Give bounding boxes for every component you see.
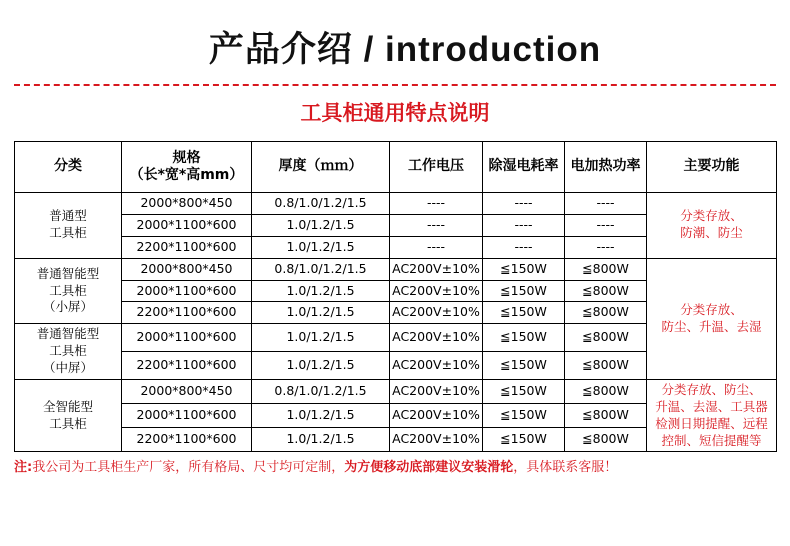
- category-cell-2: [15, 324, 122, 380]
- cell-spec: 2000*800*450: [122, 258, 252, 280]
- cell-heating: ----: [565, 236, 647, 258]
- cell-voltage: ----: [390, 236, 483, 258]
- col-header-spec-line2: （长*宽*高mm）: [129, 167, 244, 183]
- category-line: 工具柜: [49, 225, 87, 241]
- spec-table: [14, 141, 777, 452]
- cell-thickness: 1.0/1.2/1.5: [252, 428, 390, 452]
- col-header-dehumidify: [483, 142, 565, 193]
- function-line: 防潮、防尘: [680, 225, 743, 241]
- col-header-spec: [122, 142, 252, 193]
- cell-spec: 2000*1100*600: [122, 324, 252, 352]
- cell-dehumidify: ≦150W: [483, 302, 565, 324]
- cell-dehumidify: ≦150W: [483, 404, 565, 428]
- cell-spec: 2200*1100*600: [122, 236, 252, 258]
- cell-spec: 2200*1100*600: [122, 352, 252, 380]
- cell-voltage: AC200V±10%: [390, 258, 483, 280]
- function-line: 分类存放、: [680, 301, 743, 317]
- col-header-voltage: [390, 142, 483, 193]
- function-line: 控制、短信提醒等: [661, 432, 762, 448]
- cell-dehumidify: ≦150W: [483, 352, 565, 380]
- cell-spec: 2200*1100*600: [122, 428, 252, 452]
- col-header-dehumidify-line1: 除湿电耗率: [488, 158, 559, 175]
- cell-voltage: AC200V±10%: [390, 352, 483, 380]
- col-header-category: [15, 142, 122, 193]
- cell-heating: ≦800W: [565, 404, 647, 428]
- page-title-en: introduction: [385, 30, 602, 69]
- cell-dehumidify: ≦150W: [483, 379, 565, 403]
- cell-heating: ≦800W: [565, 428, 647, 452]
- cell-dehumidify: ≦150W: [483, 428, 565, 452]
- table-row: [15, 193, 777, 215]
- cell-thickness: 0.8/1.0/1.2/1.5: [252, 379, 390, 403]
- category-line: 工具柜: [49, 343, 87, 359]
- cell-heating: ≦800W: [565, 324, 647, 352]
- table-row: [15, 379, 777, 403]
- cell-voltage: AC200V±10%: [390, 324, 483, 352]
- col-header-thickness: [252, 142, 390, 193]
- page-header: [0, 0, 790, 127]
- title-divider: [14, 84, 776, 86]
- cell-dehumidify: ----: [483, 236, 565, 258]
- function-line: 分类存放、防尘、: [661, 381, 762, 397]
- cell-heating: ----: [565, 193, 647, 215]
- spec-table-head: [15, 142, 777, 193]
- cell-dehumidify: ≦150W: [483, 258, 565, 280]
- footer-note-text2: 为方便移动底部建议安装滑轮: [344, 460, 514, 476]
- category-line: （小屏）: [42, 299, 93, 315]
- cell-thickness: 1.0/1.2/1.5: [252, 236, 390, 258]
- cell-voltage: ----: [390, 193, 483, 215]
- function-line: 分类存放、: [680, 208, 743, 224]
- category-line: （中屏）: [42, 360, 93, 375]
- cell-spec: 2000*1100*600: [122, 404, 252, 428]
- spec-table-body: [15, 193, 777, 452]
- cell-heating: ----: [565, 214, 647, 236]
- category-line: 全智能型: [42, 398, 93, 414]
- cell-heating: ≦800W: [565, 280, 647, 302]
- category-line: 工具柜: [49, 282, 87, 298]
- col-header-function: [647, 142, 777, 193]
- col-header-category-line1: 分类: [54, 158, 82, 175]
- footer-note: [14, 459, 776, 477]
- function-line: 防尘、升温、去湿: [661, 318, 762, 334]
- cell-dehumidify: ≦150W: [483, 324, 565, 352]
- page-subtitle: 工具柜通用特点说明: [300, 101, 490, 125]
- function-line: 检测日期提醒、远程: [655, 415, 768, 431]
- category-cell-3: [15, 379, 122, 452]
- category-line: 普通智能型: [36, 265, 100, 281]
- table-row: [15, 258, 777, 280]
- category-cell-1: [15, 258, 122, 324]
- col-header-heating-line1: 电加热功率: [570, 158, 641, 175]
- cell-thickness: 1.0/1.2/1.5: [252, 324, 390, 352]
- cell-thickness: 1.0/1.2/1.5: [252, 302, 390, 324]
- cell-thickness: 1.0/1.2/1.5: [252, 280, 390, 302]
- cell-spec: 2000*800*450: [122, 193, 252, 215]
- col-header-spec-line1: 规格: [172, 149, 201, 166]
- cell-heating: ≦800W: [565, 258, 647, 280]
- cell-voltage: AC200V±10%: [390, 404, 483, 428]
- function-cell-1: [647, 258, 777, 379]
- page-title: [0, 22, 790, 72]
- footer-note-text3: ，具体联系客服！: [513, 460, 618, 476]
- footer-note-text1: 我公司为工具柜生产厂家，所有格局、尺寸均可定制，: [32, 460, 345, 476]
- cell-dehumidify: ----: [483, 214, 565, 236]
- function-cell-0: [647, 193, 777, 259]
- col-header-voltage-line1: 工作电压: [408, 158, 464, 175]
- page-title-separator: /: [352, 30, 386, 69]
- cell-dehumidify: ≦150W: [483, 280, 565, 302]
- cell-spec: 2000*1100*600: [122, 280, 252, 302]
- col-header-thickness-line1: 厚度（ｍｍ）: [278, 158, 363, 175]
- category-line: 普通型: [49, 208, 87, 224]
- cell-spec: 2200*1100*600: [122, 302, 252, 324]
- cell-voltage: AC200V±10%: [390, 280, 483, 302]
- category-cell-0: [15, 193, 122, 259]
- function-cell-3: [647, 379, 777, 452]
- function-line: 升温、去湿、工具器: [655, 398, 768, 414]
- page-title-cn: 产品介绍: [208, 30, 353, 70]
- cell-dehumidify: ----: [483, 193, 565, 215]
- cell-spec: 2000*1100*600: [122, 214, 252, 236]
- cell-spec: 2000*800*450: [122, 379, 252, 403]
- cell-thickness: 1.0/1.2/1.5: [252, 404, 390, 428]
- cell-voltage: ----: [390, 214, 483, 236]
- cell-voltage: AC200V±10%: [390, 379, 483, 403]
- cell-thickness: 0.8/1.0/1.2/1.5: [252, 258, 390, 280]
- col-header-function-line1: 主要功能: [683, 158, 740, 175]
- cell-heating: ≦800W: [565, 302, 647, 324]
- col-header-heating: [565, 142, 647, 193]
- spec-table-wrapper: [14, 141, 776, 452]
- cell-voltage: AC200V±10%: [390, 428, 483, 452]
- category-line: 工具柜: [49, 415, 87, 431]
- table-header-row: [15, 142, 777, 193]
- cell-voltage: AC200V±10%: [390, 302, 483, 324]
- cell-heating: ≦800W: [565, 352, 647, 380]
- cell-thickness: 1.0/1.2/1.5: [252, 352, 390, 380]
- cell-thickness: 0.8/1.0/1.2/1.5: [252, 193, 390, 215]
- cell-heating: ≦800W: [565, 379, 647, 403]
- category-line: 普通智能型: [36, 326, 100, 342]
- footer-note-lead: 注:: [14, 460, 33, 476]
- cell-thickness: 1.0/1.2/1.5: [252, 214, 390, 236]
